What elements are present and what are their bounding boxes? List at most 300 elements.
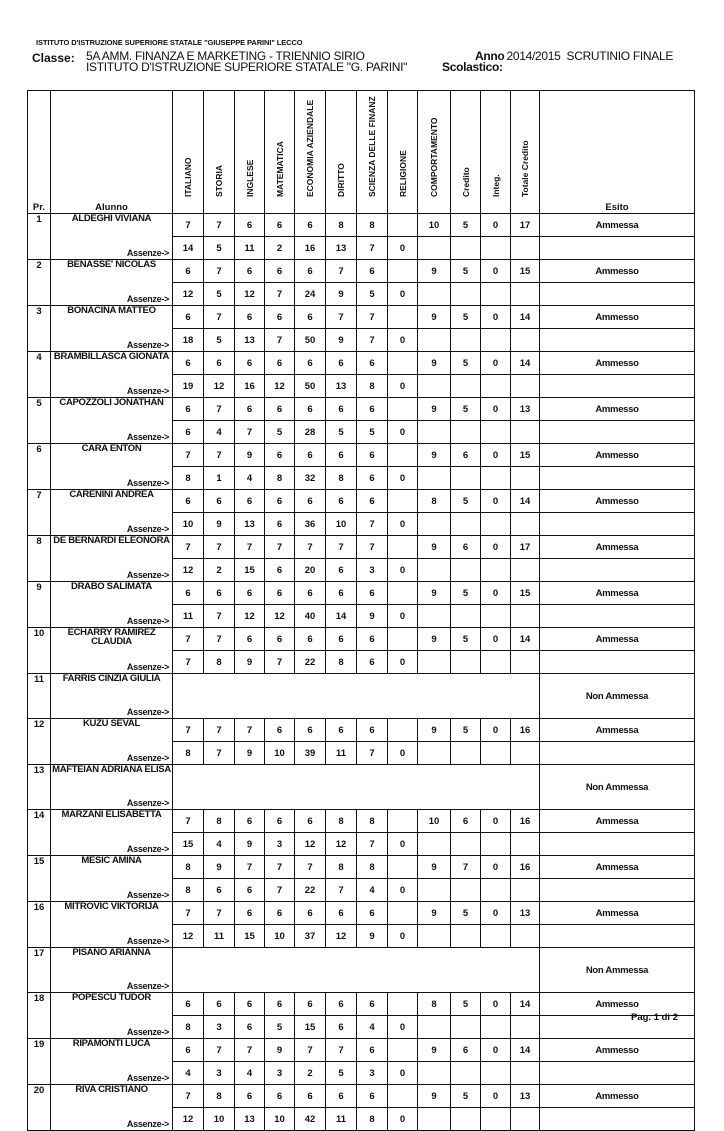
absence-cell xyxy=(451,329,481,352)
grade-cell: 6 xyxy=(326,902,357,925)
col-subject xyxy=(326,91,357,214)
absence-cell: 14 xyxy=(326,605,357,628)
absence-cell xyxy=(511,1016,540,1039)
absence-cell: 0 xyxy=(388,605,418,628)
page-number: Pag. 1 di 2 xyxy=(631,1012,678,1023)
header-row xyxy=(28,91,695,214)
grade-cell: 8 xyxy=(418,993,451,1016)
assenze-label: Assenze-> xyxy=(126,798,169,808)
absence-cell: 0 xyxy=(388,237,418,260)
grade-cell: 7 xyxy=(204,306,235,329)
student-row xyxy=(28,856,695,879)
grade-cell: 9 xyxy=(418,260,451,283)
absence-cell xyxy=(418,237,451,260)
absence-cell: 9 xyxy=(204,513,235,536)
student-number: 14 xyxy=(28,810,51,856)
student-name: DE BERNARDI ELEONORA xyxy=(53,535,170,546)
grade-cell: 0 xyxy=(481,856,511,879)
esito-empty-cell xyxy=(540,421,695,444)
absence-cell: 12 xyxy=(265,375,295,398)
grade-cell xyxy=(388,490,418,513)
grade-cell: 8 xyxy=(326,856,357,879)
absence-cell: 7 xyxy=(357,513,388,536)
grade-cell: 7 xyxy=(235,719,265,742)
absence-cell: 0 xyxy=(388,925,418,948)
absence-cell: 15 xyxy=(295,1016,326,1039)
student-name: RIPAMONTI LUCA xyxy=(72,1038,151,1049)
absence-cell: 7 xyxy=(357,833,388,856)
grade-cell xyxy=(388,214,418,237)
grade-cell: 6 xyxy=(357,582,388,605)
grade-cell: 7 xyxy=(173,536,204,559)
absence-cell xyxy=(451,879,481,902)
student-row xyxy=(28,306,695,329)
absence-cell xyxy=(418,1016,451,1039)
student-row xyxy=(28,582,695,605)
student-name-cell xyxy=(51,765,173,810)
absence-cell xyxy=(451,237,481,260)
absence-cell xyxy=(418,375,451,398)
absence-cell: 9 xyxy=(235,833,265,856)
grade-cell: 13 xyxy=(511,1085,540,1108)
grade-cell: 0 xyxy=(481,719,511,742)
col-subject-label: COMPORTAMENTO xyxy=(429,117,439,197)
esito-empty-cell xyxy=(540,605,695,628)
absence-cell xyxy=(451,651,481,674)
absence-cell xyxy=(451,467,481,490)
absence-cell: 13 xyxy=(326,237,357,260)
grade-cell xyxy=(388,993,418,1016)
student-name: MITROVIC VIKTORIJA xyxy=(64,901,159,912)
grade-cell: 6 xyxy=(173,1039,204,1062)
absence-cell: 15 xyxy=(173,833,204,856)
grade-cell: 7 xyxy=(204,444,235,467)
absence-cell: 8 xyxy=(326,651,357,674)
grade-cell: 6 xyxy=(295,398,326,421)
esito-cell: Ammesso xyxy=(540,993,695,1016)
absence-cell: 10 xyxy=(173,513,204,536)
grade-cell: 14 xyxy=(511,306,540,329)
absence-cell xyxy=(511,375,540,398)
student-row xyxy=(28,810,695,833)
absence-cell xyxy=(511,329,540,352)
student-row xyxy=(28,352,695,375)
absence-cell: 5 xyxy=(357,421,388,444)
grade-cell: 5 xyxy=(451,398,481,421)
grade-cell: 6 xyxy=(204,352,235,375)
esito-cell: Ammesso xyxy=(540,444,695,467)
absence-cell: 7 xyxy=(204,605,235,628)
grade-cell: 6 xyxy=(326,582,357,605)
grade-cell: 8 xyxy=(357,214,388,237)
student-row xyxy=(28,260,695,283)
absence-cell: 11 xyxy=(173,605,204,628)
absence-cell: 7 xyxy=(357,237,388,260)
absence-cell: 13 xyxy=(235,513,265,536)
absence-cell: 8 xyxy=(173,1016,204,1039)
absence-cell: 6 xyxy=(173,421,204,444)
absence-cell: 6 xyxy=(357,467,388,490)
esito-empty-cell xyxy=(540,879,695,902)
esito-empty-cell xyxy=(540,283,695,306)
student-number: 3 xyxy=(28,306,51,352)
grade-cell: 8 xyxy=(326,810,357,833)
scrutinio-table xyxy=(27,90,695,1131)
absence-cell: 6 xyxy=(326,559,357,582)
classe-value: 5A AMM. FINANZA E MARKETING - TRIENNIO SIRIO ISTITUTO D'ISTRUZIONE SUPERIORE STATALE "G. PARINI" xyxy=(86,49,408,74)
grade-cell: 9 xyxy=(235,444,265,467)
absence-cell: 11 xyxy=(326,742,357,765)
absence-cell: 0 xyxy=(388,1108,418,1131)
grade-cell: 5 xyxy=(451,993,481,1016)
col-alunno: Alunno xyxy=(51,91,173,214)
absence-cell xyxy=(418,467,451,490)
absence-cell: 2 xyxy=(295,1062,326,1085)
absence-cell: 8 xyxy=(326,467,357,490)
absence-cell xyxy=(511,925,540,948)
grade-cell xyxy=(388,719,418,742)
student-name: MAFTEIAN ADRIANA ELISA xyxy=(52,764,171,775)
col-subject-label: STORIA xyxy=(214,165,224,197)
absence-cell xyxy=(511,833,540,856)
esito-empty-cell xyxy=(540,559,695,582)
absence-cell: 13 xyxy=(235,1108,265,1131)
grade-cell: 13 xyxy=(511,398,540,421)
absence-cell: 9 xyxy=(235,651,265,674)
grade-cell: 5 xyxy=(451,1085,481,1108)
grade-cell: 7 xyxy=(173,214,204,237)
col-subject xyxy=(235,91,265,214)
assenze-label: Assenze-> xyxy=(126,616,169,626)
esito-empty-cell xyxy=(540,375,695,398)
classe-label: Classe: xyxy=(32,51,75,65)
absence-cell xyxy=(481,1108,511,1131)
grade-cell: 0 xyxy=(481,490,511,513)
absence-cell: 7 xyxy=(265,283,295,306)
grade-cell: 5 xyxy=(451,214,481,237)
absence-cell: 6 xyxy=(326,1016,357,1039)
grade-cell xyxy=(388,444,418,467)
grade-cell: 6 xyxy=(204,490,235,513)
esito-empty-cell xyxy=(540,467,695,490)
student-number: 8 xyxy=(28,536,51,582)
esito-empty-cell xyxy=(540,925,695,948)
absence-cell xyxy=(481,329,511,352)
student-row xyxy=(28,398,695,421)
grade-cell: 6 xyxy=(173,582,204,605)
grade-cell: 7 xyxy=(326,536,357,559)
absence-cell xyxy=(418,1108,451,1131)
grade-cell: 6 xyxy=(357,260,388,283)
col-subject xyxy=(418,91,451,214)
assenze-label: Assenze-> xyxy=(126,1119,169,1129)
assenze-label: Assenze-> xyxy=(126,478,169,488)
absence-cell xyxy=(418,925,451,948)
assenze-label: Assenze-> xyxy=(126,248,169,258)
absence-cell xyxy=(418,833,451,856)
assenze-label: Assenze-> xyxy=(126,294,169,304)
grade-cell: 5 xyxy=(451,490,481,513)
grade-cell: 15 xyxy=(511,582,540,605)
absence-cell: 9 xyxy=(357,925,388,948)
grade-cell: 7 xyxy=(326,1039,357,1062)
grade-cell: 6 xyxy=(235,398,265,421)
empty-grades xyxy=(173,948,540,993)
student-number: 13 xyxy=(28,765,51,810)
student-name: ECHARRY RAMIREZ CLAUDIA xyxy=(67,627,156,647)
absence-cell: 4 xyxy=(357,1016,388,1039)
col-subject-label: Credito xyxy=(460,167,471,197)
anno-block xyxy=(442,49,674,74)
student-name: BONACINA MATTEO xyxy=(67,305,156,316)
absence-cell: 6 xyxy=(265,513,295,536)
scrutinio-title: SCRUTINIO FINALE xyxy=(566,49,674,63)
grade-cell: 7 xyxy=(173,444,204,467)
absence-cell xyxy=(451,559,481,582)
grade-cell: 8 xyxy=(204,810,235,833)
absence-cell: 5 xyxy=(204,283,235,306)
absence-cell xyxy=(418,283,451,306)
grade-cell: 14 xyxy=(511,352,540,375)
absence-cell: 16 xyxy=(235,375,265,398)
assenze-label: Assenze-> xyxy=(126,707,169,717)
grade-cell: 17 xyxy=(511,536,540,559)
absence-cell: 12 xyxy=(326,833,357,856)
absence-cell xyxy=(418,651,451,674)
absence-cell xyxy=(481,605,511,628)
grade-cell: 0 xyxy=(481,536,511,559)
grade-cell: 6 xyxy=(357,902,388,925)
absence-cell: 7 xyxy=(265,329,295,352)
grade-cell: 7 xyxy=(173,628,204,651)
student-name-cell xyxy=(51,628,173,674)
absence-cell: 36 xyxy=(295,513,326,536)
esito-empty-cell xyxy=(540,742,695,765)
absence-cell: 6 xyxy=(204,879,235,902)
student-row xyxy=(28,1039,695,1062)
student-number: 6 xyxy=(28,444,51,490)
student-number: 19 xyxy=(28,1039,51,1085)
grade-cell: 10 xyxy=(418,214,451,237)
absence-cell: 9 xyxy=(326,283,357,306)
absence-cell: 6 xyxy=(265,559,295,582)
student-name-cell xyxy=(51,536,173,582)
absence-cell: 0 xyxy=(388,1062,418,1085)
student-name: MESIC AMINA xyxy=(81,855,142,866)
esito-cell: Ammesso xyxy=(540,306,695,329)
grade-cell: 6 xyxy=(235,582,265,605)
esito-empty-cell xyxy=(540,329,695,352)
student-name: PISANO ARIANNA xyxy=(72,947,151,958)
grade-cell: 9 xyxy=(418,902,451,925)
absence-cell xyxy=(511,742,540,765)
absence-cell: 18 xyxy=(173,329,204,352)
student-number: 7 xyxy=(28,490,51,536)
absence-cell xyxy=(481,513,511,536)
grade-cell: 17 xyxy=(511,214,540,237)
col-pr: Pr. xyxy=(28,91,51,214)
student-row xyxy=(28,902,695,925)
esito-cell: Ammesso xyxy=(540,352,695,375)
student-name: CAPOZZOLI JONATHAN xyxy=(59,397,164,408)
grade-cell xyxy=(388,1085,418,1108)
absence-cell xyxy=(451,283,481,306)
absence-cell: 4 xyxy=(235,467,265,490)
student-number: 2 xyxy=(28,260,51,306)
student-number: 4 xyxy=(28,352,51,398)
student-name: CARA ENTON xyxy=(81,443,142,454)
student-name-cell xyxy=(51,993,173,1039)
grade-cell: 6 xyxy=(173,993,204,1016)
grade-cell: 7 xyxy=(265,856,295,879)
col-subject xyxy=(357,91,388,214)
absence-cell: 7 xyxy=(235,421,265,444)
student-row xyxy=(28,214,695,237)
student-number: 1 xyxy=(28,214,51,260)
absence-cell: 28 xyxy=(295,421,326,444)
grade-cell: 9 xyxy=(418,398,451,421)
grade-cell: 6 xyxy=(357,628,388,651)
grade-cell: 6 xyxy=(235,1085,265,1108)
student-name: CARENINI ANDREA xyxy=(69,489,154,500)
grade-cell: 6 xyxy=(235,260,265,283)
student-name-cell xyxy=(51,490,173,536)
absence-cell: 8 xyxy=(173,742,204,765)
grade-cell: 9 xyxy=(418,1039,451,1062)
grade-cell: 9 xyxy=(204,856,235,879)
grade-cell: 6 xyxy=(295,993,326,1016)
esito-cell: Ammessa xyxy=(540,214,695,237)
esito-empty-cell xyxy=(540,833,695,856)
absence-cell: 15 xyxy=(235,925,265,948)
absence-cell: 40 xyxy=(295,605,326,628)
absence-cell: 12 xyxy=(295,833,326,856)
absence-cell xyxy=(511,237,540,260)
absence-cell: 3 xyxy=(357,1062,388,1085)
col-subject-label: ECONOMIA AZIENDALE xyxy=(305,99,315,197)
student-name-cell xyxy=(51,306,173,352)
absence-cell: 0 xyxy=(388,651,418,674)
grade-cell: 6 xyxy=(265,352,295,375)
scolastico-label: Scolastico: xyxy=(442,60,503,74)
absence-cell xyxy=(418,879,451,902)
grade-cell: 6 xyxy=(235,628,265,651)
assenze-label: Assenze-> xyxy=(126,1027,169,1037)
student-number: 12 xyxy=(28,719,51,765)
absence-cell: 11 xyxy=(235,237,265,260)
absence-cell: 15 xyxy=(235,559,265,582)
grade-cell: 7 xyxy=(295,536,326,559)
absence-cell: 13 xyxy=(235,329,265,352)
absence-cell: 22 xyxy=(295,651,326,674)
grade-cell: 9 xyxy=(265,1039,295,1062)
col-subject-label: SCIENZA DELLE FINANZ xyxy=(367,96,377,197)
grade-cell: 0 xyxy=(481,902,511,925)
grade-cell xyxy=(388,902,418,925)
esito-empty-cell xyxy=(540,513,695,536)
grade-cell: 14 xyxy=(511,490,540,513)
anno-label: Anno xyxy=(475,49,505,63)
grade-cell: 6 xyxy=(357,490,388,513)
grade-cell: 6 xyxy=(235,306,265,329)
col-subject xyxy=(511,91,540,214)
absence-cell: 3 xyxy=(265,833,295,856)
grade-cell: 0 xyxy=(481,582,511,605)
absence-cell xyxy=(481,1016,511,1039)
esito-cell: Ammessa xyxy=(540,856,695,879)
absence-cell: 1 xyxy=(204,467,235,490)
absence-cell: 8 xyxy=(173,879,204,902)
col-esito: Esito xyxy=(540,91,695,214)
esito-empty-cell xyxy=(540,237,695,260)
grade-cell: 6 xyxy=(295,810,326,833)
grade-cell: 14 xyxy=(511,1039,540,1062)
grade-cell xyxy=(388,628,418,651)
absence-cell: 12 xyxy=(173,283,204,306)
grade-cell: 0 xyxy=(481,260,511,283)
absence-cell: 0 xyxy=(388,329,418,352)
absence-cell: 6 xyxy=(235,879,265,902)
absence-cell: 9 xyxy=(326,329,357,352)
absence-cell: 19 xyxy=(173,375,204,398)
assenze-label: Assenze-> xyxy=(126,981,169,991)
empty-grades xyxy=(173,765,540,810)
grade-cell: 7 xyxy=(295,856,326,879)
absence-cell xyxy=(481,1062,511,1085)
student-name-cell xyxy=(51,674,173,719)
grade-cell: 6 xyxy=(326,993,357,1016)
student-name-cell xyxy=(51,260,173,306)
student-number: 20 xyxy=(28,1085,51,1131)
absence-cell: 50 xyxy=(295,375,326,398)
absence-cell: 9 xyxy=(235,742,265,765)
grade-cell: 6 xyxy=(295,490,326,513)
absence-cell: 4 xyxy=(204,421,235,444)
grade-cell: 6 xyxy=(295,214,326,237)
absence-cell xyxy=(511,879,540,902)
grade-cell: 16 xyxy=(511,719,540,742)
grade-cell: 6 xyxy=(173,306,204,329)
absence-cell: 10 xyxy=(265,1108,295,1131)
absence-cell: 12 xyxy=(173,1108,204,1131)
absence-cell: 39 xyxy=(295,742,326,765)
grade-cell: 6 xyxy=(235,352,265,375)
grade-cell: 6 xyxy=(265,214,295,237)
student-name-cell xyxy=(51,398,173,444)
absence-cell: 7 xyxy=(265,651,295,674)
student-number: 16 xyxy=(28,902,51,948)
absence-cell: 22 xyxy=(295,879,326,902)
grade-cell: 6 xyxy=(265,1085,295,1108)
grade-cell: 9 xyxy=(418,444,451,467)
grade-cell: 10 xyxy=(418,810,451,833)
absence-cell: 12 xyxy=(235,605,265,628)
assenze-label: Assenze-> xyxy=(126,432,169,442)
assenze-label: Assenze-> xyxy=(126,936,169,946)
student-number: 11 xyxy=(28,674,51,719)
student-number: 10 xyxy=(28,628,51,674)
absence-cell: 50 xyxy=(295,329,326,352)
grade-cell: 5 xyxy=(451,628,481,651)
absence-cell: 5 xyxy=(326,1062,357,1085)
absence-cell: 6 xyxy=(357,651,388,674)
grade-cell: 7 xyxy=(173,902,204,925)
grade-cell: 7 xyxy=(204,260,235,283)
grade-cell: 0 xyxy=(481,444,511,467)
grade-cell: 0 xyxy=(481,993,511,1016)
absence-cell xyxy=(511,559,540,582)
absence-cell: 0 xyxy=(388,559,418,582)
